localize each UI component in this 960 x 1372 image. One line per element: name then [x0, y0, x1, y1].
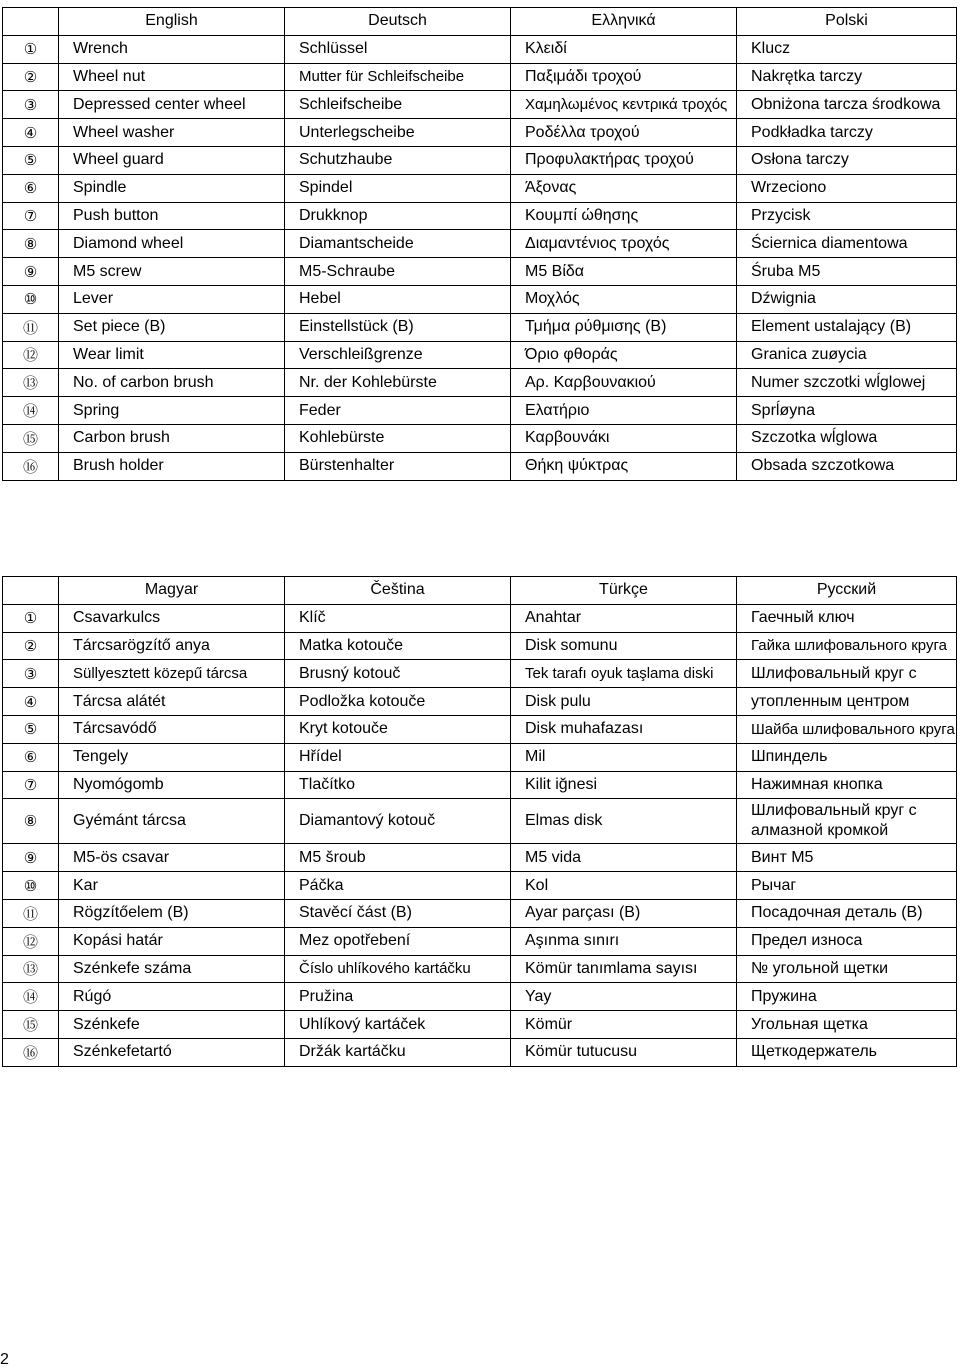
term-cell: Μοχλός: [511, 285, 737, 313]
term-cell: Όριο φθοράς: [511, 341, 737, 369]
header-number-column: [3, 577, 59, 605]
term-cell: Yay: [511, 983, 737, 1011]
term-cell: Mutter für Schleifscheibe: [285, 63, 511, 91]
term-cell: Obniżona tarcza środkowa: [737, 91, 957, 119]
term-cell: Нажимная кнопка: [737, 771, 957, 799]
term-cell: Kar: [59, 872, 285, 900]
item-number: ⑬: [3, 369, 59, 397]
term-cell: Wheel washer: [59, 119, 285, 147]
term-cell: Bürstenhalter: [285, 452, 511, 480]
term-cell: Wrzeciono: [737, 174, 957, 202]
term-cell: Szénkefetartó: [59, 1038, 285, 1066]
term-cell: Угольная щетка: [737, 1011, 957, 1039]
table-row: [3, 983, 957, 1011]
page-number: 2: [0, 1351, 9, 1368]
term-cell: Diamantscheide: [285, 230, 511, 258]
term-cell: Klíč: [285, 604, 511, 632]
term-cell: Шлифовальный круг с алмазной кромкой: [737, 799, 957, 844]
header-russian: Русский: [737, 577, 957, 605]
term-cell: Depressed center wheel: [59, 91, 285, 119]
term-cell: Tárcsavódő: [59, 715, 285, 743]
table-row: [3, 1038, 957, 1066]
term-cell: Kopási határ: [59, 927, 285, 955]
table-row: [3, 91, 957, 119]
term-cell: Aşınma sınırı: [511, 927, 737, 955]
term-cell: Προφυλακτήρας τροχού: [511, 146, 737, 174]
item-number: ⑨: [3, 844, 59, 872]
header-deutsch: Deutsch: [285, 8, 511, 36]
table-row: [3, 660, 957, 688]
table-row: [3, 369, 957, 397]
term-cell: Csavarkulcs: [59, 604, 285, 632]
term-cell: Set piece (B): [59, 313, 285, 341]
table-header-row: [3, 577, 957, 605]
table-body: [3, 604, 957, 1066]
term-cell: Číslo uhlíkového kartáčku: [285, 955, 511, 983]
term-cell: Push button: [59, 202, 285, 230]
term-cell: Spring: [59, 397, 285, 425]
term-cell: Tengely: [59, 743, 285, 771]
item-number: ③: [3, 91, 59, 119]
table-row: [3, 341, 957, 369]
term-cell: Držák kartáčku: [285, 1038, 511, 1066]
term-cell: Τμήμα ρύθμισης (B): [511, 313, 737, 341]
term-cell: Szczotka wĺglowa: [737, 424, 957, 452]
table-row: [3, 63, 957, 91]
term-cell: Wheel nut: [59, 63, 285, 91]
term-cell: Гаечный ключ: [737, 604, 957, 632]
item-number: ⑭: [3, 397, 59, 425]
table-row: [3, 313, 957, 341]
item-number: ②: [3, 63, 59, 91]
glossary-table-2: [2, 576, 957, 1067]
term-cell: Шпиндель: [737, 743, 957, 771]
term-cell: Elmas disk: [511, 799, 737, 844]
term-cell: Uhlíkový kartáček: [285, 1011, 511, 1039]
term-cell: M5 šroub: [285, 844, 511, 872]
table-row: [3, 119, 957, 147]
table-row: [3, 743, 957, 771]
term-cell: Numer szczotki wĺglowej: [737, 369, 957, 397]
item-number: ⑨: [3, 258, 59, 286]
item-number: ⑪: [3, 899, 59, 927]
term-cell: Einstellstück (B): [285, 313, 511, 341]
term-cell: Посадочная деталь (B): [737, 899, 957, 927]
term-cell: Kol: [511, 872, 737, 900]
term-cell: Ροδέλλα τροχού: [511, 119, 737, 147]
table-row: [3, 452, 957, 480]
table-row: [3, 1011, 957, 1039]
term-cell: Tárcsarögzítő anya: [59, 632, 285, 660]
term-cell: Kryt kotouče: [285, 715, 511, 743]
term-cell: Podkładka tarczy: [737, 119, 957, 147]
table-row: [3, 285, 957, 313]
term-cell: M5-Schraube: [285, 258, 511, 286]
term-cell: Pružina: [285, 983, 511, 1011]
table-row: [3, 632, 957, 660]
term-cell: Θήκη ψύκτρας: [511, 452, 737, 480]
term-cell: Lever: [59, 285, 285, 313]
term-cell: Obsada szczotkowa: [737, 452, 957, 480]
table-row: [3, 174, 957, 202]
term-cell: Kilit iğnesi: [511, 771, 737, 799]
item-number: ⑥: [3, 174, 59, 202]
term-cell: Ayar parçası (B): [511, 899, 737, 927]
term-cell: M5 Βίδα: [511, 258, 737, 286]
term-cell: Süllyesztett közepű tárcsa: [59, 660, 285, 688]
header-polski: Polski: [737, 8, 957, 36]
term-cell: Αρ. Καρβουνακιού: [511, 369, 737, 397]
term-cell: Tárcsa alátét: [59, 688, 285, 716]
term-cell: Diamantový kotouč: [285, 799, 511, 844]
term-cell: Предел износа: [737, 927, 957, 955]
term-cell: Gyémánt tárcsa: [59, 799, 285, 844]
term-cell: Rögzítőelem (B): [59, 899, 285, 927]
item-number: ②: [3, 632, 59, 660]
item-number: ⑧: [3, 799, 59, 844]
term-cell: Mil: [511, 743, 737, 771]
term-cell: Wheel guard: [59, 146, 285, 174]
item-number: ⑫: [3, 927, 59, 955]
term-cell: No. of carbon brush: [59, 369, 285, 397]
term-cell: утопленным центром: [737, 688, 957, 716]
item-number: ①: [3, 35, 59, 63]
table-row: [3, 230, 957, 258]
table-row: [3, 872, 957, 900]
term-cell: Винт М5: [737, 844, 957, 872]
item-number: ⑤: [3, 715, 59, 743]
table-row: [3, 202, 957, 230]
table-row: [3, 927, 957, 955]
term-cell: Kohlebürste: [285, 424, 511, 452]
term-cell: Nr. der Kohlebürste: [285, 369, 511, 397]
term-cell: Rúgó: [59, 983, 285, 1011]
term-cell: Drukknop: [285, 202, 511, 230]
term-cell: Wear limit: [59, 341, 285, 369]
term-cell: Anahtar: [511, 604, 737, 632]
term-cell: Ściernica diamentowa: [737, 230, 957, 258]
item-number: ④: [3, 688, 59, 716]
item-number: ⑮: [3, 424, 59, 452]
item-number: ⑦: [3, 202, 59, 230]
table-row: [3, 771, 957, 799]
term-cell: Szénkefe: [59, 1011, 285, 1039]
term-cell: Άξονας: [511, 174, 737, 202]
term-cell: Element ustalający (B): [737, 313, 957, 341]
item-number: ①: [3, 604, 59, 632]
item-number: ⑫: [3, 341, 59, 369]
term-cell: Matka kotouče: [285, 632, 511, 660]
term-cell: Unterlegscheibe: [285, 119, 511, 147]
header-greek: Ελληνικά: [511, 8, 737, 36]
term-cell: Tlačítko: [285, 771, 511, 799]
item-number: ④: [3, 119, 59, 147]
term-cell: Tek tarafı oyuk taşlama diski: [511, 660, 737, 688]
item-number: ③: [3, 660, 59, 688]
table-row: [3, 424, 957, 452]
glossary-table-1: [2, 7, 957, 481]
item-number: ⑩: [3, 285, 59, 313]
term-cell: Щеткодержатель: [737, 1038, 957, 1066]
term-cell: M5 vida: [511, 844, 737, 872]
term-cell: Szénkefe száma: [59, 955, 285, 983]
item-number: ⑧: [3, 230, 59, 258]
term-cell: Κουμπί ώθησης: [511, 202, 737, 230]
term-cell: Wrench: [59, 35, 285, 63]
table-row: [3, 899, 957, 927]
item-number: ⑭: [3, 983, 59, 1011]
term-cell: Granica zuøycia: [737, 341, 957, 369]
term-cell: Páčka: [285, 872, 511, 900]
term-cell: Hřídel: [285, 743, 511, 771]
term-cell: Шлифовальный круг с: [737, 660, 957, 688]
term-cell: Sprĺøyna: [737, 397, 957, 425]
item-number: ⑪: [3, 313, 59, 341]
term-cell: Mez opotřebení: [285, 927, 511, 955]
term-cell: Podložka kotouče: [285, 688, 511, 716]
term-cell: Kömür tutucusu: [511, 1038, 737, 1066]
term-cell: Nyomógomb: [59, 771, 285, 799]
header-number-column: [3, 8, 59, 36]
item-number: ⑬: [3, 955, 59, 983]
term-cell: Spindel: [285, 174, 511, 202]
term-cell: Καρβουνάκι: [511, 424, 737, 452]
term-cell: Ελατήριο: [511, 397, 737, 425]
term-cell: Шайба шлифовального круга: [737, 715, 957, 743]
item-number: ⑦: [3, 771, 59, 799]
term-cell: Παξιμάδι τροχού: [511, 63, 737, 91]
item-number: ⑤: [3, 146, 59, 174]
table-body: [3, 35, 957, 480]
header-turkce: Türkçe: [511, 577, 737, 605]
term-cell: Disk pulu: [511, 688, 737, 716]
header-magyar: Magyar: [59, 577, 285, 605]
table-row: [3, 688, 957, 716]
term-cell: Brusný kotouč: [285, 660, 511, 688]
table-row: [3, 844, 957, 872]
term-cell: Kömür tanımlama sayısı: [511, 955, 737, 983]
term-cell: Κλειδί: [511, 35, 737, 63]
term-cell: Osłona tarczy: [737, 146, 957, 174]
table-row: [3, 715, 957, 743]
term-cell: Гайка шлифовального круга: [737, 632, 957, 660]
term-cell: Klucz: [737, 35, 957, 63]
item-number: ⑮: [3, 1011, 59, 1039]
term-cell: Disk muhafazası: [511, 715, 737, 743]
item-number: ⑯: [3, 1038, 59, 1066]
term-cell: Διαμαντένιος τροχός: [511, 230, 737, 258]
table-row: [3, 35, 957, 63]
term-cell: Schleifscheibe: [285, 91, 511, 119]
header-cestina: Čeština: [285, 577, 511, 605]
item-number: ⑯: [3, 452, 59, 480]
term-cell: Nakrętka tarczy: [737, 63, 957, 91]
table-row: [3, 258, 957, 286]
table-header-row: [3, 8, 957, 36]
term-cell: № угольной щетки: [737, 955, 957, 983]
table-row: [3, 397, 957, 425]
term-cell: Spindle: [59, 174, 285, 202]
term-cell: Przycisk: [737, 202, 957, 230]
table-row: [3, 799, 957, 844]
table-row: [3, 955, 957, 983]
term-cell: Diamond wheel: [59, 230, 285, 258]
term-cell: Śruba M5: [737, 258, 957, 286]
term-cell: Feder: [285, 397, 511, 425]
table-row: [3, 604, 957, 632]
item-number: ⑥: [3, 743, 59, 771]
term-cell: Schlüssel: [285, 35, 511, 63]
term-cell: Χαμηλωμένος κεντρικά τροχός: [511, 91, 737, 119]
term-cell: Schutzhaube: [285, 146, 511, 174]
item-number: ⑩: [3, 872, 59, 900]
term-cell: Stavěcí část (B): [285, 899, 511, 927]
term-cell: Рычаг: [737, 872, 957, 900]
term-cell: M5-ös csavar: [59, 844, 285, 872]
term-cell: M5 screw: [59, 258, 285, 286]
table-row: [3, 146, 957, 174]
term-cell: Verschleißgrenze: [285, 341, 511, 369]
term-cell: Disk somunu: [511, 632, 737, 660]
term-cell: Dźwignia: [737, 285, 957, 313]
term-cell: Carbon brush: [59, 424, 285, 452]
term-cell: Brush holder: [59, 452, 285, 480]
term-cell: Kömür: [511, 1011, 737, 1039]
term-cell: Hebel: [285, 285, 511, 313]
term-cell: Пружина: [737, 983, 957, 1011]
header-english: English: [59, 8, 285, 36]
